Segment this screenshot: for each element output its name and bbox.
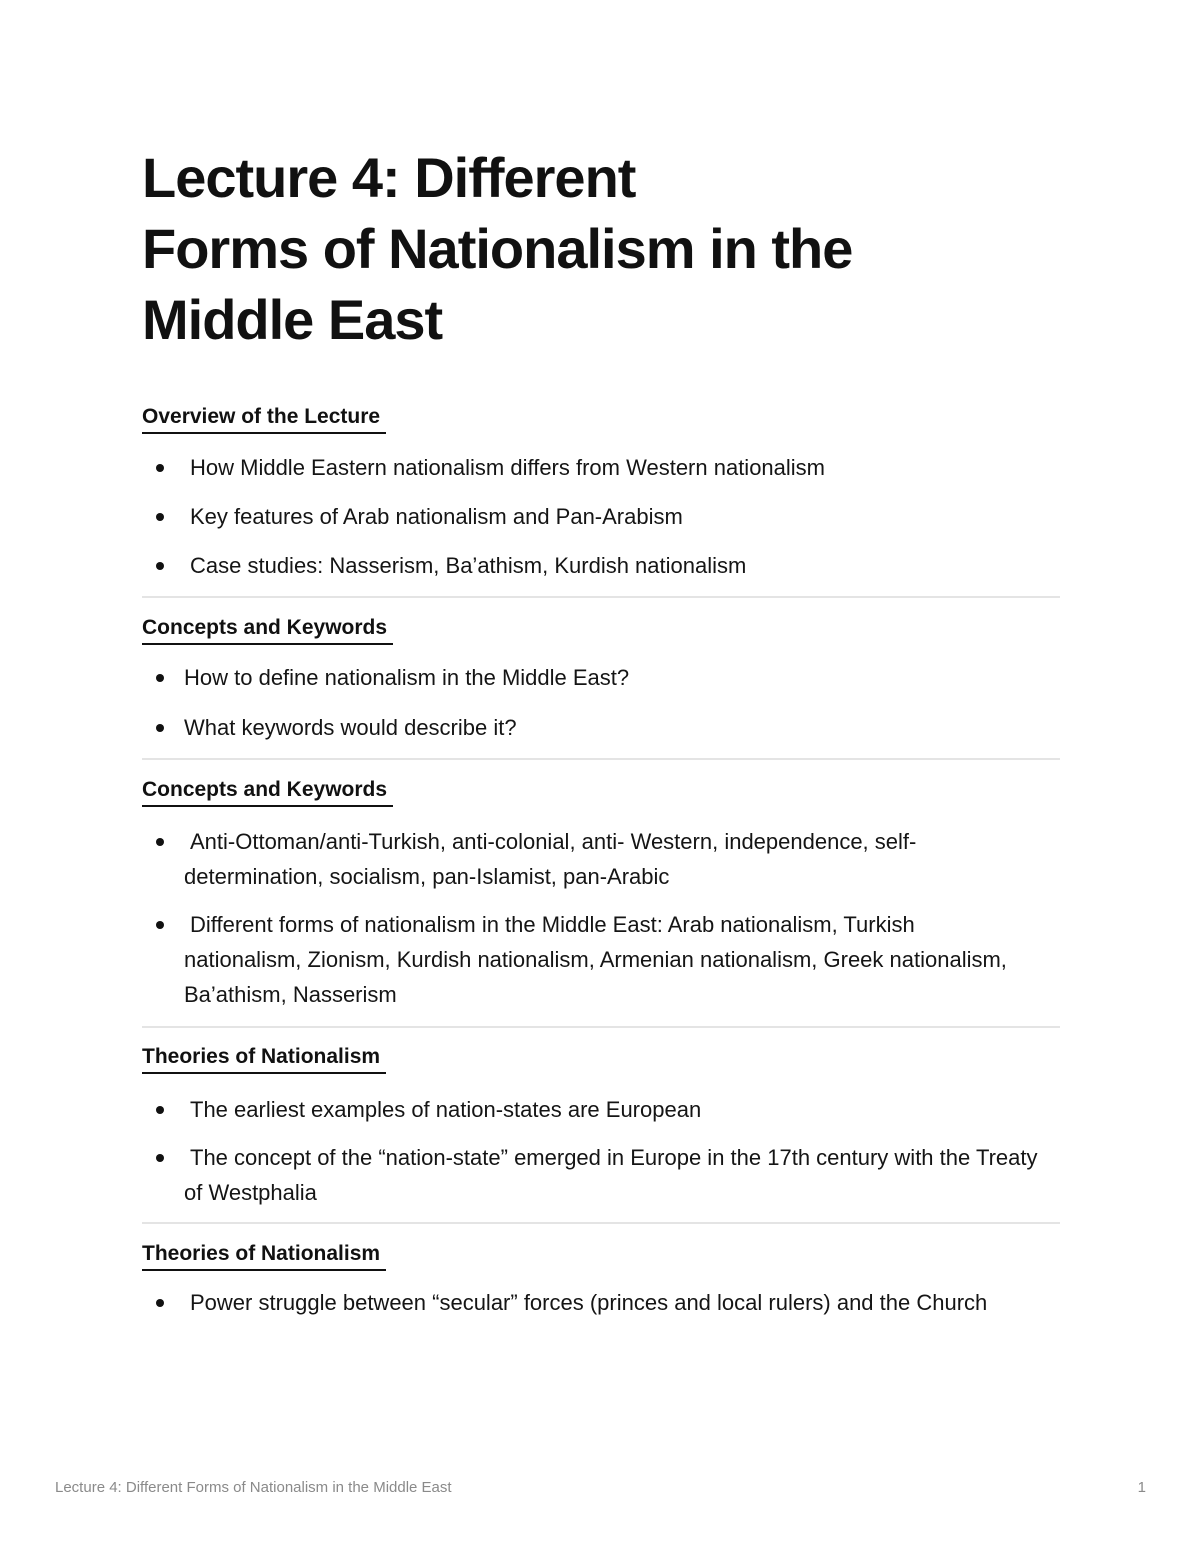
- bullet-list: [142, 660, 1060, 745]
- bullet-icon: [156, 513, 164, 521]
- bullet-icon: [156, 724, 164, 732]
- section-concepts-1: [142, 614, 1060, 745]
- section-heading: Theories of Nationalism: [142, 1043, 386, 1074]
- bullet-icon: [156, 1154, 164, 1162]
- bullet-icon: [156, 562, 164, 570]
- title-line: Lecture 4: Different: [142, 146, 636, 209]
- bullet-icon: [156, 1106, 164, 1114]
- title-line: Middle East: [142, 288, 443, 351]
- list-item: [142, 824, 1060, 894]
- list-item: [142, 907, 1060, 1012]
- list-item: [142, 1285, 1060, 1320]
- section-theories-1: [142, 1043, 1060, 1210]
- section-divider: [142, 596, 1060, 598]
- list-item: [142, 710, 1060, 745]
- section-divider: [142, 1222, 1060, 1224]
- bullet-icon: [156, 464, 164, 472]
- list-item-text: Key features of Arab nationalism and Pan-Arabism: [190, 504, 683, 529]
- footer-title: Lecture 4: Different Forms of Nationalism in the Middle East: [55, 1479, 452, 1496]
- footer-page-number: 1: [1137, 1479, 1146, 1496]
- page-title: [142, 142, 1060, 355]
- section-theories-2: [142, 1240, 1060, 1320]
- bullet-icon: [156, 674, 164, 682]
- section-heading: Concepts and Keywords: [142, 614, 393, 645]
- section-concepts-2: [142, 776, 1060, 1012]
- list-item: [142, 450, 1060, 485]
- list-item: [142, 660, 1060, 695]
- list-item: [142, 548, 1060, 583]
- bullet-list: [142, 1285, 1060, 1320]
- bullet-icon: [156, 921, 164, 929]
- list-item-text: Different forms of nationalism in the Middle East: Arab nationalism, Turkish nationalism, Zionism, Kurdish nationalism, Armenian nationalism, Greek nationalism, Ba’athism, Nasserism: [184, 912, 1007, 1007]
- section-overview: [142, 403, 1060, 583]
- section-heading: Concepts and Keywords: [142, 776, 393, 807]
- section-divider: [142, 1026, 1060, 1028]
- list-item-text: Power struggle between “secular” forces (princes and local rulers) and the Church: [190, 1290, 988, 1315]
- list-item-text: What keywords would describe it?: [184, 715, 517, 740]
- list-item-text: Anti-Ottoman/anti-Turkish, anti-colonial, anti- Western, independence, self-determination, socialism, pan-Islamist, pan-Arabic: [184, 829, 917, 889]
- bullet-list: [142, 450, 1060, 583]
- list-item-text: The earliest examples of nation-states are European: [190, 1097, 702, 1122]
- bullet-list: [142, 1092, 1060, 1210]
- list-item: [142, 1092, 1060, 1127]
- list-item-text: Case studies: Nasserism, Ba’athism, Kurdish nationalism: [190, 553, 747, 578]
- bullet-icon: [156, 838, 164, 846]
- list-item-text: How to define nationalism in the Middle East?: [184, 665, 630, 690]
- section-heading: Overview of the Lecture: [142, 403, 386, 434]
- section-heading: Theories of Nationalism: [142, 1240, 386, 1271]
- list-item-text: How Middle Eastern nationalism differs from Western nationalism: [190, 455, 826, 480]
- list-item: [142, 1140, 1060, 1210]
- list-item: [142, 499, 1060, 534]
- title-line: Forms of Nationalism in the: [142, 217, 853, 280]
- list-item-text: The concept of the “nation-state” emerged in Europe in the 17th century with the Treaty of Westphalia: [184, 1145, 1038, 1205]
- section-divider: [142, 758, 1060, 760]
- bullet-list: [142, 824, 1060, 1012]
- bullet-icon: [156, 1299, 164, 1307]
